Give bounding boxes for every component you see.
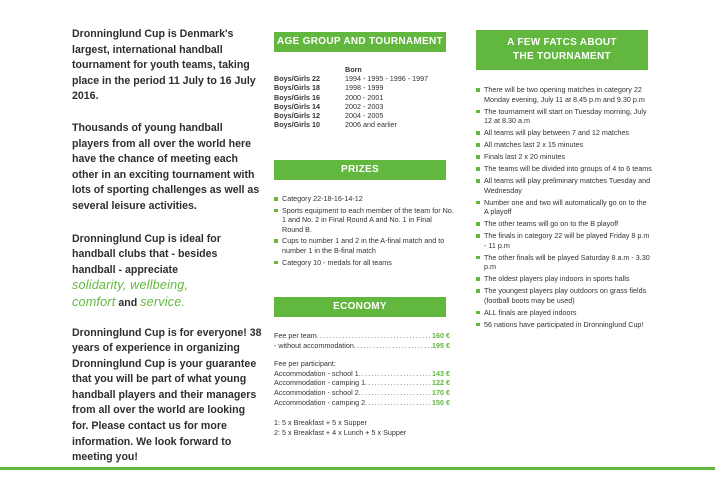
bullet-icon — [476, 131, 480, 135]
fee-row — [274, 331, 450, 341]
highlight-service: service — [140, 294, 182, 309]
age-years: 2006 and earlier — [345, 120, 397, 130]
bullet-icon — [274, 197, 278, 201]
bullet-icon — [476, 222, 480, 226]
everyone-paragraph: Dronninglund Cup is for everyone! 38 years of experience in organizing Dronninglund Cup is your guarantee that you will be part of what young handball players and their managers from all over the world are looking for. Please contact us for more information. We look forward to meeting you! — [72, 326, 262, 464]
fee-row — [274, 378, 450, 388]
leader-dots — [354, 341, 432, 351]
age-row — [274, 74, 454, 83]
fee-label: Fee per team — [274, 331, 317, 340]
bullet-icon — [476, 256, 480, 260]
highlight-period: . — [181, 294, 186, 309]
fact-text: 56 nations have participated in Dronninglund Cup! — [484, 319, 644, 329]
fact-text: All teams will play preliminary matches Tuesday and Wednesday — [484, 176, 651, 195]
list-item — [476, 320, 652, 330]
players-paragraph: Thousands of young handball players from all over the world here have the chance of meeting each other in an exciting tournament with lots of sporting challenges as well as several leisure activities. — [72, 121, 260, 212]
age-years: 2004 - 2005 — [345, 111, 384, 121]
list-item — [274, 258, 454, 268]
age-years: 1994 - 1995 - 1996 - 1997 — [345, 74, 429, 84]
prize-text: Category 22-18-16-14-12 — [282, 194, 363, 203]
bullet-icon — [274, 261, 278, 265]
fact-text: The other finals will be played Saturday 8 a.m - 3.30 p.m — [484, 252, 650, 272]
leader-dots — [317, 331, 432, 341]
economy-section — [274, 331, 450, 437]
fee-label: Accommodation - school 1 — [274, 368, 359, 378]
intro-column — [72, 27, 262, 482]
fee-row — [274, 388, 450, 398]
list-item — [274, 194, 454, 204]
leader-dots — [365, 398, 432, 408]
highlight-separator-2: , — [184, 278, 189, 293]
fee-label: Accommodation - camping 2 — [274, 397, 366, 407]
fact-text: Finals last 2 x 20 minutes — [484, 152, 566, 162]
fee-row — [274, 398, 450, 408]
facts-title-line-1: A FEW FATCS ABOUT — [507, 37, 617, 48]
list-item — [476, 107, 652, 126]
bullet-icon — [476, 311, 480, 315]
leader-dots — [359, 369, 432, 379]
fee-label: - without accommodation — [274, 340, 354, 350]
age-row — [274, 83, 454, 92]
leader-dots — [365, 378, 432, 388]
fee-price: 195 € — [432, 340, 450, 350]
age-category: Boys/Girls 16 — [274, 92, 320, 102]
facts-list — [476, 85, 652, 332]
fee-row — [274, 341, 450, 351]
fee-price: 122 € — [432, 378, 450, 388]
fact-text: The oldest players play indoors in sports halls — [484, 274, 630, 284]
bullet-icon — [476, 323, 480, 327]
age-years: 2002 - 2003 — [345, 101, 384, 111]
list-item — [476, 152, 652, 162]
fact-text: The other teams will go on to the B playoff — [484, 219, 619, 229]
list-item — [476, 219, 652, 229]
facts-title-line-2: THE TOURNAMENT — [513, 51, 611, 62]
list-item — [476, 85, 652, 104]
fact-text: All matches last 2 x 15 minutes — [484, 140, 584, 150]
list-item — [476, 308, 652, 318]
prizes-list — [274, 194, 454, 269]
age-category: Boys/Girls 14 — [274, 101, 320, 111]
prize-text: Category 10 - medals for all teams — [282, 257, 392, 267]
list-item — [476, 128, 652, 138]
fact-text: There will be two opening matches in category 22 Monday evening, July 11 at 8.45 p.m and 9.30 p.m — [484, 85, 645, 104]
list-item — [274, 206, 454, 235]
list-item — [476, 176, 652, 195]
ideal-paragraph — [72, 232, 262, 312]
born-header: Born — [345, 65, 362, 74]
fact-text: ALL finals are played indoors — [484, 307, 577, 317]
leader-dots — [359, 388, 432, 398]
highlight-and: and — [115, 296, 141, 309]
bullet-icon — [476, 110, 480, 114]
bullet-icon — [476, 234, 480, 238]
bullet-icon — [476, 201, 480, 205]
list-item — [274, 236, 454, 255]
list-item — [476, 140, 652, 150]
fee-label: Accommodation - school 2 — [274, 387, 359, 397]
age-row — [274, 93, 454, 102]
bullet-icon — [476, 143, 480, 147]
prizes-banner: PRIZES — [274, 160, 446, 180]
age-group-table — [274, 65, 454, 129]
age-category: Boys/Girls 12 — [274, 111, 320, 121]
fact-text: All teams will play between 7 and 12 matches — [484, 128, 630, 138]
age-years: 1998 - 1999 — [345, 83, 384, 93]
fee-price: 150 € — [432, 397, 450, 407]
list-item — [476, 286, 652, 305]
fact-text: The finals in category 22 will be played Friday 8 p.m - 11 p.m — [484, 231, 650, 250]
bottom-divider — [0, 467, 715, 470]
fee-price: 160 € — [432, 331, 450, 340]
list-item — [476, 164, 652, 174]
age-category: Boys/Girls 10 — [274, 120, 320, 130]
bullet-icon — [476, 88, 480, 92]
age-category: Boys/Girls 22 — [274, 74, 320, 84]
age-row — [274, 102, 454, 111]
fee-price: 170 € — [432, 387, 450, 397]
bullet-icon — [476, 289, 480, 293]
facts-banner — [476, 30, 648, 70]
participant-heading: Fee per participant: — [274, 359, 336, 369]
age-group-banner: AGE GROUP AND TOURNAMENT — [274, 32, 446, 52]
bullet-icon — [274, 209, 278, 213]
fee-row — [274, 369, 450, 379]
bullet-icon — [476, 179, 480, 183]
fact-text: The youngest players play outdoors on grass fields (football boots may be used) — [484, 286, 647, 305]
economy-banner: ECONOMY — [274, 297, 446, 317]
ideal-intro-text: Dronninglund Cup is ideal for handball clubs that - besides handball - appreciate — [72, 232, 221, 276]
fact-text: The teams will be divided into groups of 4 to 6 teams — [484, 164, 652, 174]
prize-text: Cups to number 1 and 2 in the A-final match and to number 1 in the B-final match — [282, 236, 445, 255]
list-item — [476, 198, 652, 217]
list-item — [476, 253, 652, 272]
age-years: 2000 - 2001 — [345, 92, 384, 102]
age-row — [274, 111, 454, 120]
meal-note: 2: 5 x Breakfast + 4 x Lunch + 5 x Supper — [274, 427, 407, 437]
fact-text: The tournament will start on Tuesday morning, July 12 at 8.30 a.m — [484, 106, 647, 126]
highlight-separator-1: , — [122, 278, 131, 293]
highlight-comfort: comfort — [72, 294, 116, 309]
bullet-icon — [476, 155, 480, 159]
fact-text: Number one and two will automatically go on to the A playoff — [484, 197, 647, 217]
age-row — [274, 120, 454, 129]
highlight-solidarity: solidarity — [72, 278, 123, 293]
age-category: Boys/Girls 18 — [274, 83, 320, 93]
fee-price: 143 € — [432, 368, 450, 378]
bullet-icon — [476, 277, 480, 281]
list-item — [476, 231, 652, 250]
prize-text: Sports equipment to each member of the team for No. 1 and No. 2 in Final Round A and No. 1 in Final Round B. — [282, 205, 454, 234]
intro-paragraph: Dronninglund Cup is Denmark's largest, international handball tournament for youth teams, taking place in the period 11 July to 16 July 2016. — [72, 28, 256, 103]
bullet-icon — [476, 167, 480, 171]
highlight-wellbeing: wellbeing — [130, 278, 185, 293]
meal-note: 1: 5 x Breakfast + 5 x Supper — [274, 418, 367, 428]
bullet-icon — [274, 239, 278, 243]
list-item — [476, 274, 652, 284]
fee-label: Accommodation - camping 1 — [274, 378, 366, 388]
